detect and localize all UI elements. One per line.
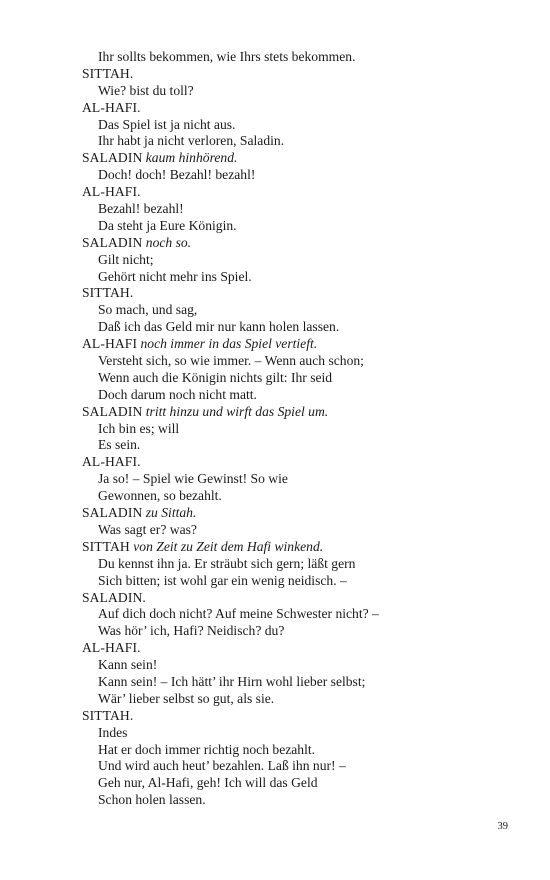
verse-line: So mach, und sag, xyxy=(98,302,198,318)
verse-line: Gewonnen, so bezahlt. xyxy=(98,488,222,504)
speaker-line xyxy=(82,336,522,353)
verse-line: Versteht sich, so wie immer. – Wenn auch schon; xyxy=(98,353,364,369)
speaker-line xyxy=(82,505,522,522)
speaker-line xyxy=(82,640,522,657)
verse-line: Doch darum noch nicht matt. xyxy=(98,386,257,402)
speaker-line xyxy=(82,539,522,556)
speaker-name: SALADIN xyxy=(82,150,143,166)
speaker-name: SALADIN xyxy=(82,505,143,521)
speaker-line xyxy=(82,590,522,607)
verse-line: Kann sein! – Ich hätt’ ihr Hirn wohl lieber selbst; xyxy=(98,673,366,689)
verse-line: Auf dich doch nicht? Auf meine Schwester nicht? – xyxy=(98,606,379,622)
speaker-name: SITTAH. xyxy=(82,285,134,301)
verse-line: Ich bin es; will xyxy=(98,420,180,436)
speaker-name: SALADIN xyxy=(82,403,143,419)
stage-direction: noch so. xyxy=(145,234,192,250)
verse-line: Was hör’ ich, Hafi? Neidisch? du? xyxy=(98,623,285,639)
verse-line: Doch! doch! Bezahl! bezahl! xyxy=(98,167,256,183)
speaker-line xyxy=(82,100,522,117)
verse-line: Schon holen lassen. xyxy=(98,792,206,808)
stage-direction: tritt hinzu und wirft das Spiel um. xyxy=(145,403,329,419)
verse-line: Daß ich das Geld mir nur kann holen lassen. xyxy=(98,319,340,335)
verse-line: Da steht ja Eure Königin. xyxy=(98,217,237,233)
verse-line: Geh nur, Al-Hafi, geh! Ich will das Geld xyxy=(98,775,318,791)
speaker-line xyxy=(82,66,522,83)
speaker-name: SITTAH. xyxy=(82,707,134,723)
verse-line: Bezahl! bezahl! xyxy=(98,201,184,217)
verse-line: Wenn auch die Königin nichts gilt: Ihr seid xyxy=(98,369,333,385)
verse-line: Kann sein! xyxy=(98,657,158,673)
stage-direction: von Zeit zu Zeit dem Hafi winkend. xyxy=(133,538,324,554)
verse-line: Ja so! – Spiel wie Gewinst! So wie xyxy=(98,471,288,487)
speaker-name: AL-HAFI. xyxy=(82,640,141,656)
drama-text xyxy=(82,49,522,809)
verse-line: Wär’ lieber selbst so gut, als sie. xyxy=(98,690,275,706)
speaker-name: AL-HAFI. xyxy=(82,99,141,115)
speaker-line xyxy=(82,150,522,167)
verse-line: Ihr sollts bekommen, wie Ihrs stets bekommen. xyxy=(98,49,356,64)
verse-line: Was sagt er? was? xyxy=(98,521,197,537)
speaker-line xyxy=(82,454,522,471)
verse-line: Gilt nicht; xyxy=(98,251,154,267)
speaker-name: SALADIN. xyxy=(82,589,146,605)
speaker-line xyxy=(82,285,522,302)
speaker-line xyxy=(82,184,522,201)
speaker-line xyxy=(82,235,522,252)
speaker-name: SITTAH. xyxy=(82,65,134,81)
speaker-name: SITTAH xyxy=(82,538,130,554)
speaker-line xyxy=(82,404,522,421)
speaker-name: AL-HAFI xyxy=(82,336,138,352)
stage-direction: noch immer in das Spiel vertieft. xyxy=(140,336,318,352)
verse-line: Und wird auch heut’ bezahlen. Laß ihn nur! – xyxy=(98,758,346,774)
verse-line: Wie? bist du toll? xyxy=(98,82,194,98)
verse-line: Indes xyxy=(98,724,128,740)
verse-line: Ihr habt ja nicht verloren, Saladin. xyxy=(98,133,285,149)
speaker-name: SALADIN xyxy=(82,234,143,250)
verse-line: Gehört nicht mehr ins Spiel. xyxy=(98,268,252,284)
verse-line: Du kennst ihn ja. Er sträubt sich gern; läßt gern xyxy=(98,555,356,571)
verse-line: Es sein. xyxy=(98,437,141,453)
speaker-name: AL-HAFI. xyxy=(82,184,141,200)
speaker-line xyxy=(82,708,522,725)
speaker-name: AL-HAFI. xyxy=(82,454,141,470)
verse-line: Hat er doch immer richtig noch bezahlt. xyxy=(98,741,316,757)
verse-line: Sich bitten; ist wohl gar ein wenig neidisch. – xyxy=(98,572,347,588)
page-number: 39 xyxy=(497,821,508,832)
verse-line: Das Spiel ist ja nicht aus. xyxy=(98,116,236,132)
stage-direction: kaum hinhörend. xyxy=(145,150,238,166)
stage-direction: zu Sittah. xyxy=(145,505,197,521)
